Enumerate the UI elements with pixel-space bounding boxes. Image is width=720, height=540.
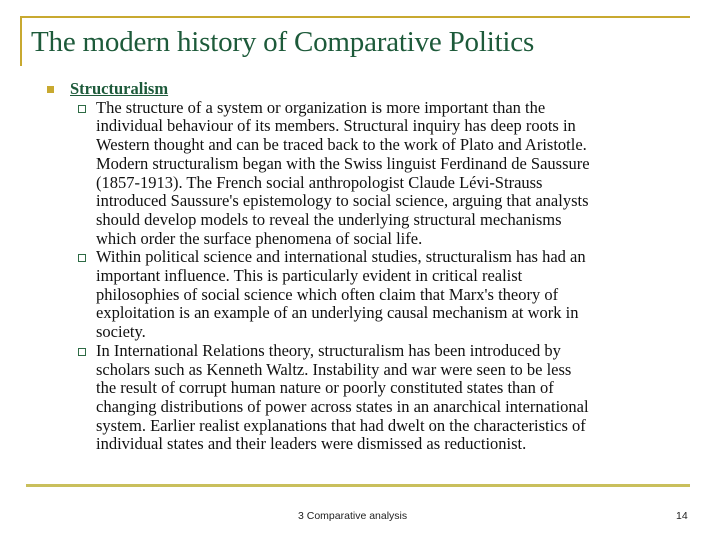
paragraph-line: exploitation is an example of an underlying causal mechanism at work in <box>96 303 579 323</box>
paragraph-line: (1857-1913). The French social anthropologist Claude Lévi-Strauss <box>96 172 543 192</box>
footer-text: 3 Comparative analysis <box>298 510 408 522</box>
paragraph-line: The structure of a system or organization is more important than the <box>96 97 546 117</box>
page-number: 14 <box>676 510 688 522</box>
paragraph-line: Western thought and can be traced back to the work of Plato and Aristotle. <box>96 135 587 155</box>
paragraph-line: which order the surface phenomena of social life. <box>96 228 423 248</box>
hollow-square-bullet-icon <box>78 254 86 262</box>
paragraph-line: changing distributions of power across states in an anarchical international <box>96 396 589 416</box>
title-rule-top <box>20 16 690 18</box>
paragraph-line: should develop models to reveal the underlying structural mechanisms <box>96 209 562 229</box>
paragraph-line: scholars such as Kenneth Waltz. Instability and war were seen to be less <box>96 359 572 379</box>
hollow-square-bullet-icon <box>78 105 86 113</box>
section-heading: Structuralism <box>70 79 169 98</box>
title-rule-left <box>20 16 22 66</box>
square-bullet-icon <box>47 86 54 93</box>
paragraph-line: system. Earlier realist explanations that had dwelt on the characteristics of <box>96 415 586 435</box>
paragraph-line: important influence. This is particularly evident in critical realist <box>96 266 523 285</box>
paragraph-line: philosophies of social science which often claim that Marx's theory of <box>96 284 559 304</box>
paragraph-line: Within political science and international studies, structuralism has had an <box>96 247 586 267</box>
paragraph-line: the result of corrupt human nature or poorly constituted states than of <box>96 378 554 398</box>
footer-rule <box>26 484 690 487</box>
slide-title: The modern history of Comparative Politics <box>31 26 535 58</box>
paragraph-line: Modern structuralism began with the Swiss linguist Ferdinand de Saussure <box>96 153 590 173</box>
paragraph-line: introduced Saussure's epistemology to social science, arguing that analysts <box>96 191 589 211</box>
hollow-square-bullet-icon <box>78 348 86 356</box>
paragraph-line: society. <box>96 322 146 342</box>
paragraph-line: individual behaviour of its members. Structural inquiry has deep roots in <box>96 116 576 136</box>
paragraph-line: In International Relations theory, structuralism has been introduced by <box>96 340 561 360</box>
paragraph-line: individual states and their leaders were dismissed as reductionist. <box>96 434 527 454</box>
